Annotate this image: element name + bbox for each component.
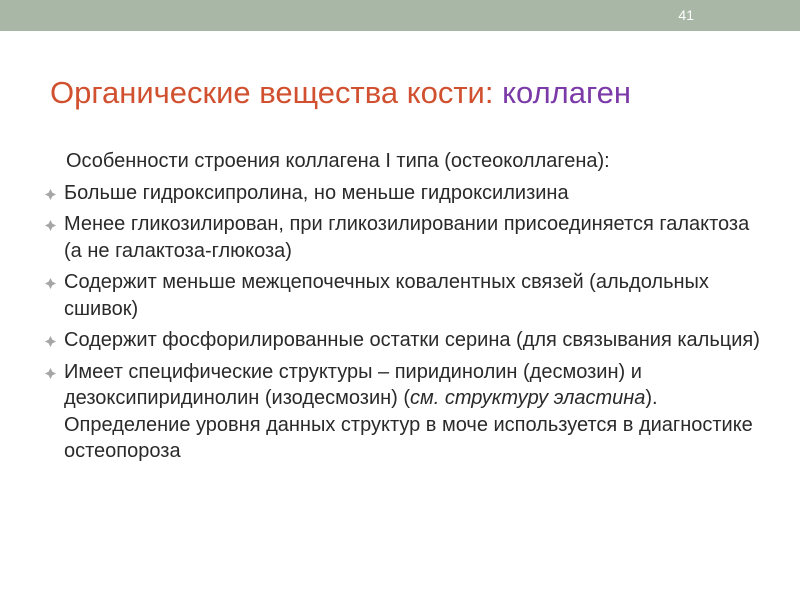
diamond-bullet-icon xyxy=(45,220,56,231)
list-item xyxy=(45,180,765,207)
title-accent: коллаген xyxy=(502,75,631,110)
slide-title xyxy=(50,74,631,112)
list-item-text-part1: Имеет специфические структуры – пиридинолин (десмозин) и дезоксипиридинолин (изодесмозин) ( xyxy=(64,360,642,409)
bullet-list xyxy=(45,180,765,465)
diamond-bullet-icon xyxy=(45,336,56,347)
list-item xyxy=(45,359,765,465)
list-item xyxy=(45,269,765,322)
list-item xyxy=(45,327,765,354)
title-main: Органические вещества кости: xyxy=(50,75,503,110)
diamond-bullet-icon xyxy=(45,368,56,379)
slide-number: 41 xyxy=(678,7,694,23)
slide-body xyxy=(45,148,765,470)
top-bar xyxy=(0,0,800,31)
list-item xyxy=(45,211,765,264)
intro-text: Особенности строения коллагена I типа (остеоколлагена): xyxy=(66,150,610,172)
list-item-text: Содержит меньше межцепочечных ковалентных связей (альдольных сшивок) xyxy=(64,271,709,320)
list-item-italic-reference: см. структуру эластина xyxy=(410,387,646,409)
list-item-text: Больше гидроксипролина, но меньше гидроксилизина xyxy=(64,181,569,204)
list-item-text: Содержит фосфорилированные остатки серина (для связывания кальция) xyxy=(64,329,760,351)
list-item-text: Менее гликозилирован, при гликозилировании присоединяется галактоза (а не галактоза-глюкоза) xyxy=(64,213,750,262)
diamond-bullet-icon xyxy=(45,278,56,289)
list-item-text xyxy=(64,361,753,463)
diamond-bullet-icon xyxy=(45,189,56,200)
list-item-text-part2: ). Определение уровня данных структур в моче используется в диагностике остеопороза xyxy=(64,387,753,462)
